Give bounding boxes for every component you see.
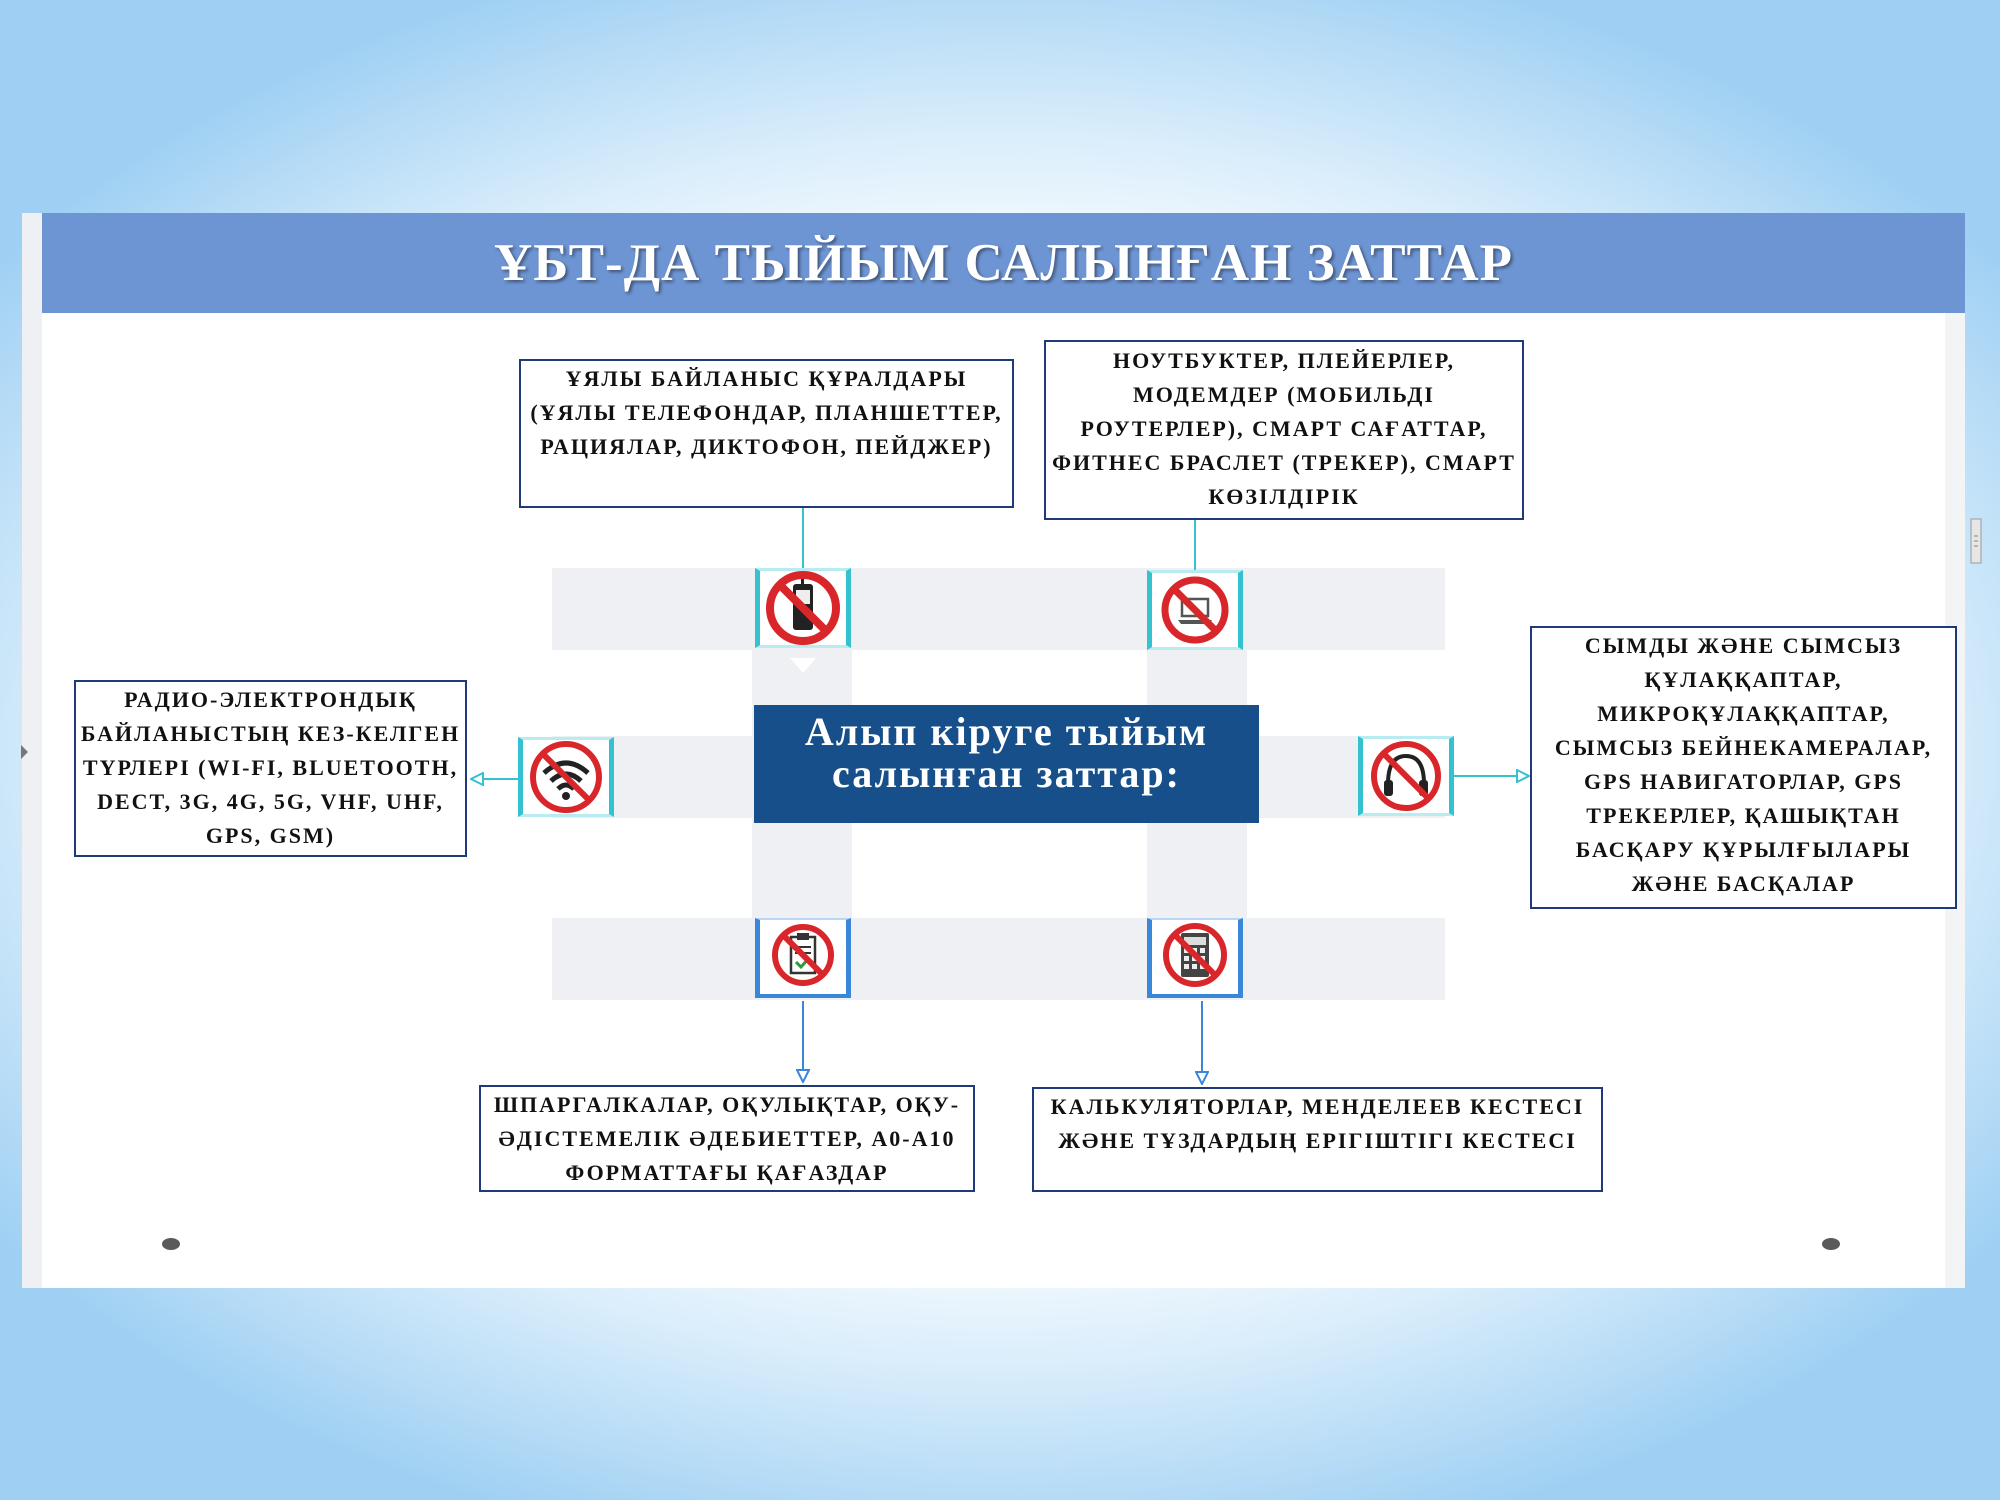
node-laptop [1147,570,1243,650]
box-mobile-devices: ҰЯЛЫ БАЙЛАНЫС ҚҰРАЛДАРЫ (ҰЯЛЫ ТЕЛЕФОНДАР, ПЛАНШЕТТЕР, РАЦИЯЛАР, ДИКТОФОН, ПЕЙДЖЕР) [519,359,1014,508]
box-laptops: НОУТБУКТЕР, ПЛЕЙЕРЛЕР, МОДЕМДЕР (МОБИЛЬДІ РОУТЕРЛЕР), СМАРТ САҒАТТАР, ФИТНЕС БРАСЛЕТ (ТРЕКЕР), СМАРТ КӨЗІЛДІРІК [1044,340,1524,520]
no-calculator-icon [1153,915,1237,999]
no-laptop-icon [1153,568,1237,652]
grid-band-bottom [552,918,1445,1000]
slide [22,213,1965,1288]
grid-band-top [552,568,1445,650]
page-title: ҰБТ-ДА ТЫЙЫМ САЛЫНҒАН ЗАТТАР [494,234,1513,292]
decor-dot-right [1822,1238,1840,1250]
box-headphones: СЫМДЫ ЖӘНЕ СЫМСЫЗ ҚҰЛАҚҚАПТАР, МИКРОҚҰЛАҚҚАПТАР, СЫМСЫЗ БЕЙНЕКАМЕРАЛАР, GPS НАВИГАТОРЛАР, GPS ТРЕКЕРЛЕР, ҚАШЫҚТАН БАСҚАРУ ҚҰРЫЛҒЫЛАРЫ ЖӘНЕ БАСҚАЛАР [1530,626,1957,909]
node-phone [755,568,851,648]
no-wifi-icon [524,735,608,819]
center-title-box: Алып кіруге тыйым салынған заттар: [754,705,1259,823]
header-bar [42,213,1965,313]
no-clipboard-icon [761,915,845,999]
left-edge-tab [20,742,30,762]
box-cheatsheets: ШПАРГАЛКАЛАР, ОҚУЛЫҚТАР, ОҚУ-ӘДІСТЕМЕЛІК ӘДЕБИЕТТЕР, А0-А10 ФОРМАТТАҒЫ ҚАҒАЗДАР [479,1085,975,1192]
right-edge-scrollbar [1969,518,1983,564]
node-calculator [1147,918,1243,998]
box-radio-communication: РАДИО-ЭЛЕКТРОНДЫҚ БАЙЛАНЫСТЫҢ КЕЗ-КЕЛГЕН ТҮРЛЕРІ (WI-FI, BLUETOOTH, DECT, 3G, 4G, 5G, VHF, UHF, GPS, GSM) [74,680,467,857]
no-phone-icon [761,566,845,650]
no-headphones-icon [1364,734,1448,818]
node-headphones [1358,736,1454,816]
decor-dot-left [162,1238,180,1250]
node-clipboard [755,918,851,998]
box-calculators: КАЛЬКУЛЯТОРЛАР, МЕНДЕЛЕЕВ КЕСТЕСІ ЖӘНЕ ТҰЗДАРДЫҢ ЕРІГІШТІГІ КЕСТЕСІ [1032,1087,1603,1192]
node-wifi [518,737,614,817]
